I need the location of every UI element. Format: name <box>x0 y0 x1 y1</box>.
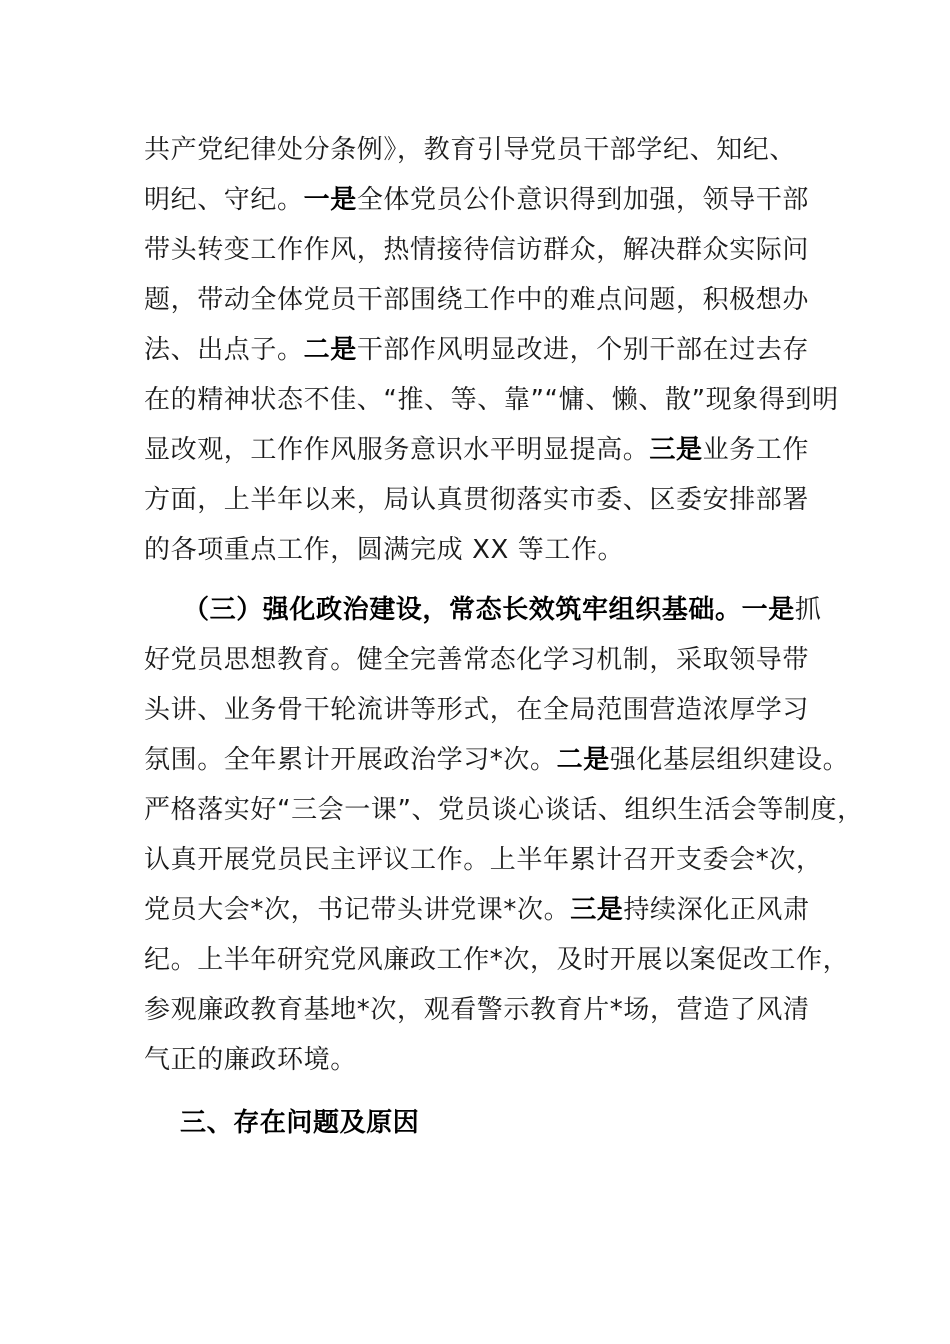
bold-text-run: 一是 <box>741 595 795 625</box>
text-run: 题，带动全体党员干部围绕工作中的难点问题，积极想办 <box>144 285 810 315</box>
text-run: 的各项重点工作，圆满完成 XX 等工作。 <box>144 535 625 565</box>
text-run: 显改观，工作作风服务意识水平明显提高。 <box>144 435 650 465</box>
text-run: 抓 <box>794 595 822 625</box>
text-run: 带头转变工作作风，热情接待信访群众，解决群众实际问 <box>144 235 810 265</box>
text-line <box>144 283 809 317</box>
text-line <box>144 793 864 827</box>
bold-text-run: 三是 <box>570 895 624 925</box>
text-run: 氛围。全年累计开展政治学习*次。 <box>144 745 557 775</box>
text-line <box>144 993 810 1027</box>
text-run: 好党员思想教育。健全完善常态化学习机制，采取领导带 <box>144 645 810 675</box>
text-run: 强化基层组织建设。 <box>609 745 850 775</box>
text-line <box>144 483 809 517</box>
text-run: 党员大会*次，书记带头讲党课*次。 <box>144 895 571 925</box>
text-line <box>144 693 809 727</box>
text-line <box>144 233 809 267</box>
text-line <box>144 333 809 367</box>
text-run: 全体党员公仆意识得到加强，领导干部 <box>356 185 810 215</box>
bold-text-run: 二是 <box>303 335 357 365</box>
text-line <box>144 383 839 417</box>
text-run: 严格落实好“三会一课”、党员谈心谈话、组织生活会等制度， <box>144 795 864 825</box>
text-line <box>183 593 821 627</box>
text-run: 明纪、守纪。 <box>144 185 304 215</box>
text-line <box>144 943 849 977</box>
text-line <box>144 743 849 777</box>
text-run: 在的精神状态不佳、“推、等、靠”“慵、懒、散”现象得到明 <box>144 385 839 415</box>
text-run: 认真开展党员民主评议工作。上半年累计召开支委会*次， <box>144 845 823 875</box>
bold-text-run: 二是 <box>556 745 610 775</box>
text-line <box>144 643 809 677</box>
section-heading-problems: 三、存在问题及原因 <box>180 1108 420 1138</box>
text-run: 纪。上半年研究党风廉政工作*次，及时开展以案促改工作， <box>144 945 850 975</box>
text-run: 气正的廉政环境。 <box>144 1045 357 1075</box>
text-run: 方面，上半年以来，局认真贯彻落实市委、区委安排部署 <box>144 485 810 515</box>
text-run: 参观廉政教育基地*次，观看警示教育片*场，营造了风清 <box>144 995 810 1025</box>
bold-text-run: 三是 <box>649 435 703 465</box>
text-run: 头讲、业务骨干轮流讲等形式，在全局范围营造浓厚学习 <box>144 695 810 725</box>
text-run: 法、出点子。 <box>144 335 304 365</box>
text-line <box>144 133 796 167</box>
text-run: 干部作风明显改进，个别干部在过去存 <box>356 335 810 365</box>
text-line <box>144 533 624 567</box>
text-run: 业务工作 <box>702 435 810 465</box>
text-run: 持续深化正风肃 <box>623 895 810 925</box>
text-line <box>144 843 823 877</box>
bold-text-run: 一是 <box>303 185 357 215</box>
text-line <box>144 1043 357 1077</box>
text-line <box>144 183 809 217</box>
text-line <box>144 433 809 467</box>
text-line <box>144 893 810 927</box>
text-run: 共产党纪律处分条例》，教育引导党员干部学纪、知纪、 <box>144 135 797 165</box>
bold-text-run: （三）强化政治建设，常态长效筑牢组织基础。 <box>183 595 742 625</box>
